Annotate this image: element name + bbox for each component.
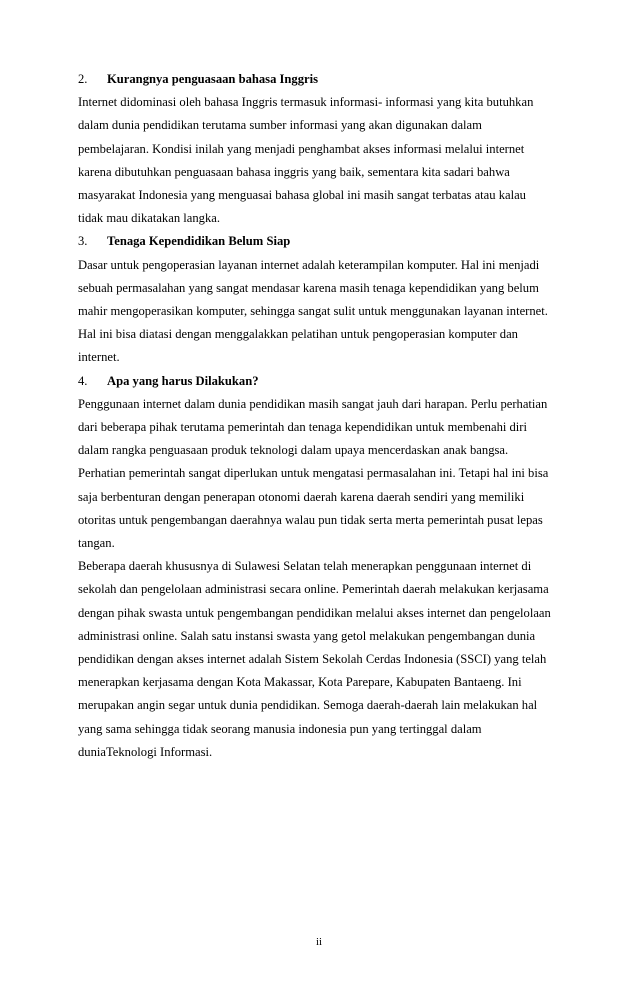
section-number: 4. [78, 373, 88, 388]
paragraph-line: masyarakat Indonesia yang menguasai bahasa global ini masih sangat terbatas atau kalau [78, 188, 526, 203]
paragraph-line: yang sama sehingga tidak seorang manusia indonesia pun yang tertinggal dalam [78, 721, 482, 736]
paragraph-line: otoritas untuk pengembangan daerahnya walau pun tidak serta merta pemerintah pusat lepas [78, 512, 543, 527]
paragraph-line: sebuah permasalahan yang sangat mendasar karena masih tenaga kependidikan yang belum [78, 280, 539, 295]
page-number: ii [315, 936, 323, 948]
paragraph-line: duniaTeknologi Informasi. [78, 744, 213, 759]
paragraph-line: dalam rangka penguasaan produk teknologi dalam upaya mencerdaskan anak bangsa. [78, 443, 509, 458]
paragraph-line: tangan. [78, 536, 115, 551]
section-3 [78, 230, 574, 369]
section-title: Apa yang harus Dilakukan? [107, 373, 259, 388]
paragraph-line: karena dibutuhkan penguasaan bahasa inggris yang baik, sementara kita sadari bahwa [78, 164, 510, 179]
paragraph-line: pembelajaran. Kondisi inilah yang menjadi penghambat akses informasi melalui internet [78, 141, 525, 156]
paragraph-line: merupakan angin segar untuk dunia pendidikan. Semoga daerah-daerah lain melakukan hal [78, 698, 538, 713]
section-heading [78, 370, 574, 393]
paragraph-line: dari beberapa pihak terutama pemerintah dan tenaga kependidikan untuk membenahi diri [78, 420, 528, 435]
paragraph-line: mahir mengoperasikan komputer, sehingga sangat sulit untuk menggunakan layanan internet. [78, 304, 548, 319]
section-number: 2. [78, 72, 88, 86]
paragraph-line: tidak mau dikatakan langka. [78, 211, 220, 226]
paragraph-line: dalam dunia pendidikan terutama sumber informasi yang akan digunakan dalam [78, 118, 482, 133]
paragraph-line: dengan pihak swasta untuk pengembangan pendidikan melalui akses internet dan pengelolaan [78, 605, 551, 620]
paragraph-line: Penggunaan internet dalam dunia pendidikan masih sangat jauh dari harapan. Perlu perhatian [78, 396, 548, 411]
document-body [78, 68, 574, 764]
section-4 [78, 370, 574, 764]
paragraph-line: sekolah dan pengelolaan administrasi secara online. Pemerintah daerah melakukan kerjasama [78, 582, 549, 597]
section-title: Kurangnya penguasaan bahasa Inggris [107, 72, 319, 86]
paragraph-line: Beberapa daerah khususnya di Sulawesi Selatan telah menerapkan penggunaan internet di [78, 559, 532, 574]
section-heading [78, 230, 574, 253]
section-title: Tenaga Kependidikan Belum Siap [107, 234, 291, 249]
paragraph-line: Perhatian pemerintah sangat diperlukan untuk mengatasi permasalahan ini. Tetapi hal ini bisa [78, 466, 549, 481]
paragraph-line: Internet didominasi oleh bahasa Inggris termasuk informasi- informasi yang kita butuhkan [78, 95, 534, 110]
section-heading [78, 68, 574, 91]
paragraph-line: menerapkan kerjasama dengan Kota Makassar, Kota Parepare, Kabupaten Bantaeng. Ini [78, 675, 522, 690]
paragraph-line: administrasi online. Salah satu instansi swasta yang getol melakukan pengembangan dunia [78, 628, 536, 643]
paragraph-line: internet. [78, 350, 120, 365]
paragraph-line: saja berbenturan dengan penerapan otonomi daerah karena daerah sendiri yang memiliki [78, 489, 525, 504]
paragraph-line: Hal ini bisa diatasi dengan menggalakkan pelatihan untuk pengoperasian komputer dan [78, 327, 518, 342]
section-2 [78, 68, 574, 230]
paragraph-line: Dasar untuk pengoperasian layanan internet adalah keterampilan komputer. Hal ini menjadi [78, 257, 540, 272]
section-number: 3. [78, 234, 88, 249]
paragraph-line: pendidikan dengan akses internet adalah Sistem Sekolah Cerdas Indonesia (SSCI) yang telah [78, 652, 547, 667]
